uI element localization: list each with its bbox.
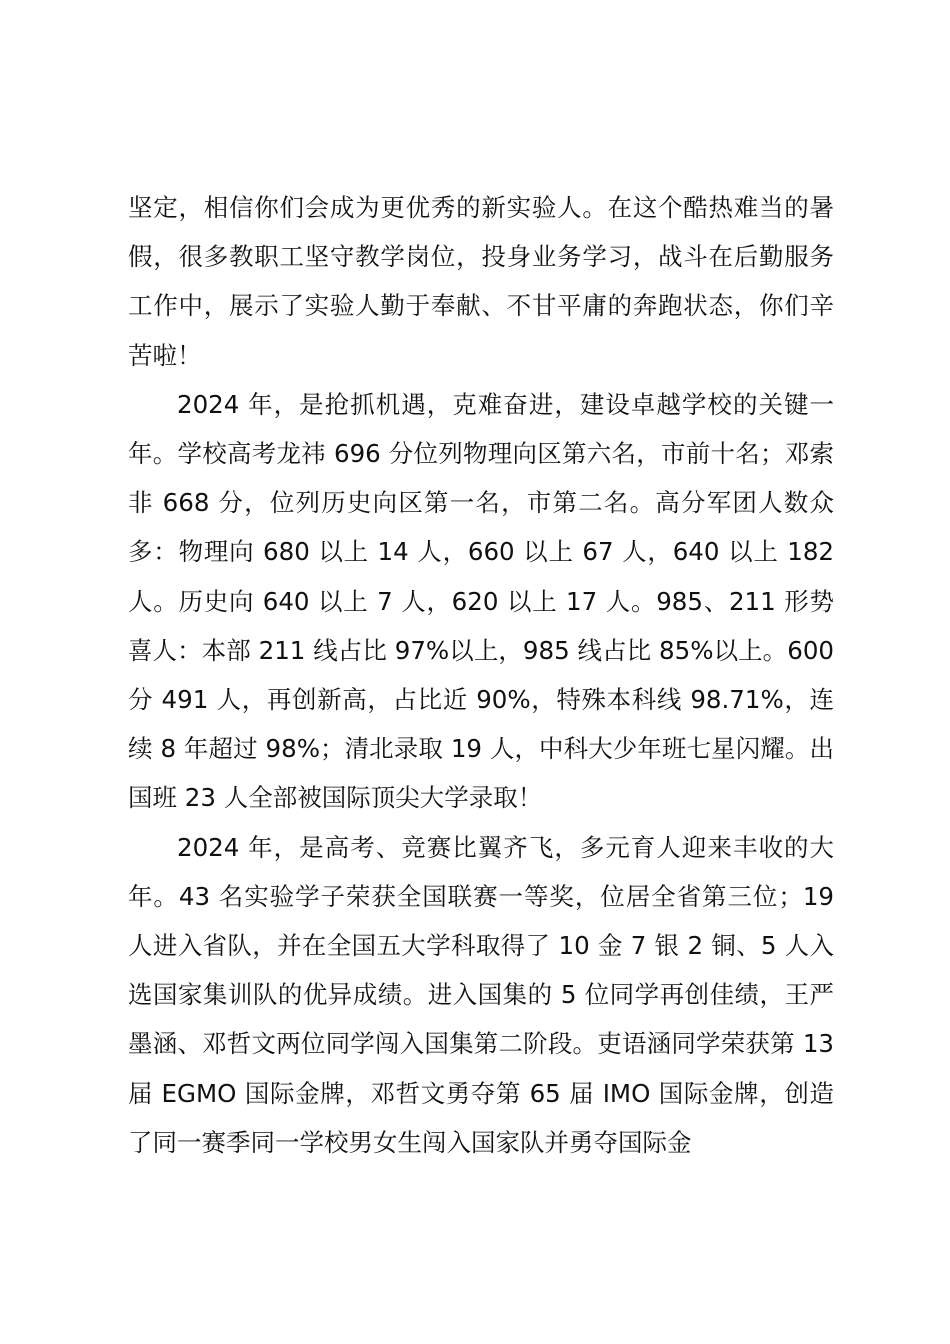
paragraph-2: 2024 年，是抢抓机遇，克难奋进，建设卓越学校的关键一年。学校高考龙祎 696 分位列物理向区第六名，市前十名；邓索非 668 分，位列历史向区第一名，市第二名。高分军团人数众多：物理向 680 以上 14 人，660 以上 67 人，640 以上 182 人。历史向 640 以上 7 人，620 以上 17 人。985、211 形势喜人：本部 211 线占比 97%以上，985 线占比 85%以上。600 分 491 人，再创新高，占比近 90%，特殊本科线 98.71%，连续 8 年超过 98%；清北录取 19 人，中科大少年班七星闪耀。出国班 23 人全部被国际顶尖大学录取！ (128, 389, 834, 813)
paragraph-3: 2024 年，是高考、竞赛比翼齐飞，多元育人迎来丰收的大年。43 名实验学子荣获全国联赛一等奖，位居全省第三位；19 人进入省队，并在全国五大学科取得了 10 金 7 银 2 铜、5 人入选国家集训队的优异成绩。进入国集的 5 位同学再创佳绩，王严墨涵、邓哲文两位同学闯入国集第二阶段。吏语涵同学荣获第 13 届 EGMO 国际金牌，邓哲文勇夺第 65 届 IMO 国际金牌，创造了同一赛季同一学校男女生闯入国家队并勇夺国际金 (128, 832, 834, 1157)
document-page (128, 183, 834, 1167)
paragraph-1: 坚定，相信你们会成为更优秀的新实验人。在这个酷热难当的暑假，很多教职工坚守教学岗位，投身业务学习，战斗在后勤服务工作中，展示了实验人勤于奉献、不甘平庸的奔跑状态，你们辛苦啦！ (128, 193, 834, 370)
